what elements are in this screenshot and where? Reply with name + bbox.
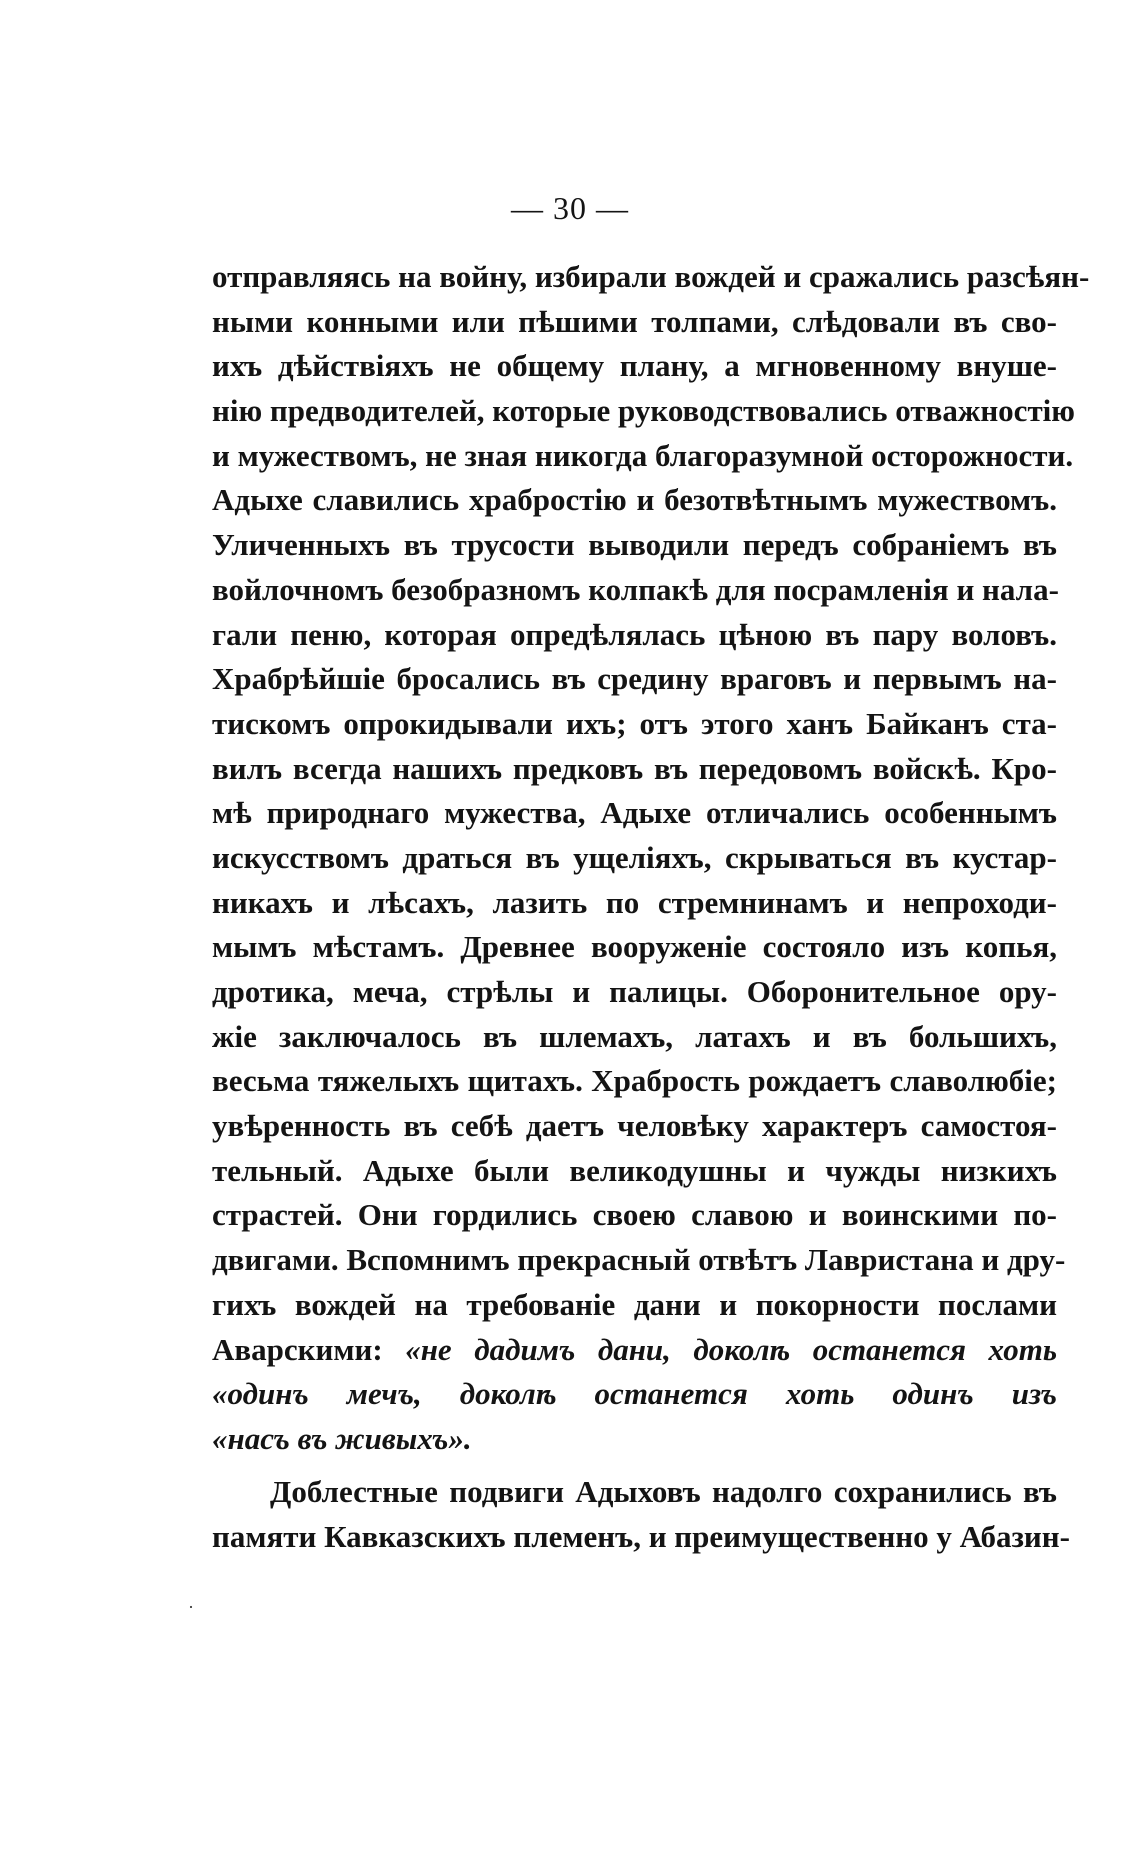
text-line: ными конными или пѣшими толпами, слѣдовали въ сво-	[212, 303, 1057, 339]
text-line: Доблестные подвиги Адыховъ надолго сохранились въ	[270, 1474, 1057, 1509]
text-line: дротика, меча, стрѣлы и палицы. Оборонительное ору-	[212, 974, 1057, 1009]
paragraph-2	[212, 1470, 1070, 1559]
paragraph-1	[212, 255, 1090, 1462]
stray-ink-mark: ·	[188, 1597, 194, 1617]
page-number: — 30 —	[511, 190, 629, 226]
quote-line-last: «насъ въ живыхъ».	[212, 1420, 472, 1456]
text-line: мымъ мѣстамъ. Древнее вооруженіе состояло изъ копья,	[212, 929, 1057, 965]
text-line: гали пеню, которая опредѣлялась цѣною въ пару воловъ.	[212, 616, 1057, 652]
quote-lead-text: Аварскими:	[212, 1331, 406, 1367]
text-line-with-quote	[212, 1328, 1057, 1373]
text-line: увѣренность въ себѣ даетъ человѣку характеръ самостоя-	[212, 1108, 1057, 1144]
text-line: гихъ вождей на требованіе дани и покорности послами	[212, 1286, 1057, 1322]
text-line: двигами. Вспомнимъ прекрасный отвѣтъ Лавристана и дру-	[212, 1242, 1066, 1278]
quote-line: «одинъ мечъ, доколѣ останется хоть одинъ изъ	[212, 1376, 1057, 1412]
text-line: искусствомъ драться въ ущеліяхъ, скрываться въ кустар-	[212, 839, 1057, 875]
text-line: весьма тяжелыхъ щитахъ. Храбрость рождаетъ славолюбіе;	[212, 1063, 1057, 1099]
text-line: тискомъ опрокидывали ихъ; отъ этого ханъ Байканъ ста-	[212, 705, 1057, 741]
text-line: страстей. Они гордились своею славою и воинскими по-	[212, 1197, 1057, 1233]
text-line: мѣ природнаго мужества, Адыхе отличались особеннымъ	[212, 795, 1057, 831]
text-line: памяти Кавказскихъ племенъ, и преимущественно у Абазин-	[212, 1518, 1070, 1554]
text-line: Уличенныхъ въ трусости выводили передъ собраніемъ въ	[212, 527, 1057, 563]
text-line: никахъ и лѣсахъ, лазить по стремнинамъ и непроходи-	[212, 884, 1057, 920]
text-line: нію предводителей, которые руководствовались отважностію	[212, 393, 1075, 429]
text-line: отправляясь на войну, избирали вождей и сражались разсѣян-	[212, 259, 1090, 294]
quote-text: «не дадимъ дани, доколѣ останется хоть	[405, 1331, 1058, 1367]
text-line: ихъ дѣйствіяхъ не общему плану, а мгновенному внуше-	[212, 348, 1057, 384]
text-line: жіе заключалось въ шлемахъ, латахъ и въ большихъ,	[212, 1018, 1057, 1054]
text-line: и мужествомъ, не зная никогда благоразумной осторожности.	[212, 437, 1074, 473]
text-line: Храбрѣйшіе бросались въ средину враговъ и первымъ на-	[212, 661, 1057, 697]
text-line: войлочномъ безобразномъ колпакѣ для посрамленія и нала-	[212, 571, 1059, 607]
text-line: Адыхе славились храбростію и безотвѣтнымъ мужествомъ.	[212, 482, 1057, 518]
text-line: вилъ всегда нашихъ предковъ въ передовомъ войскѣ. Кро-	[212, 750, 1057, 786]
text-line: тельный. Адыхе были великодушны и чужды низкихъ	[212, 1152, 1057, 1188]
